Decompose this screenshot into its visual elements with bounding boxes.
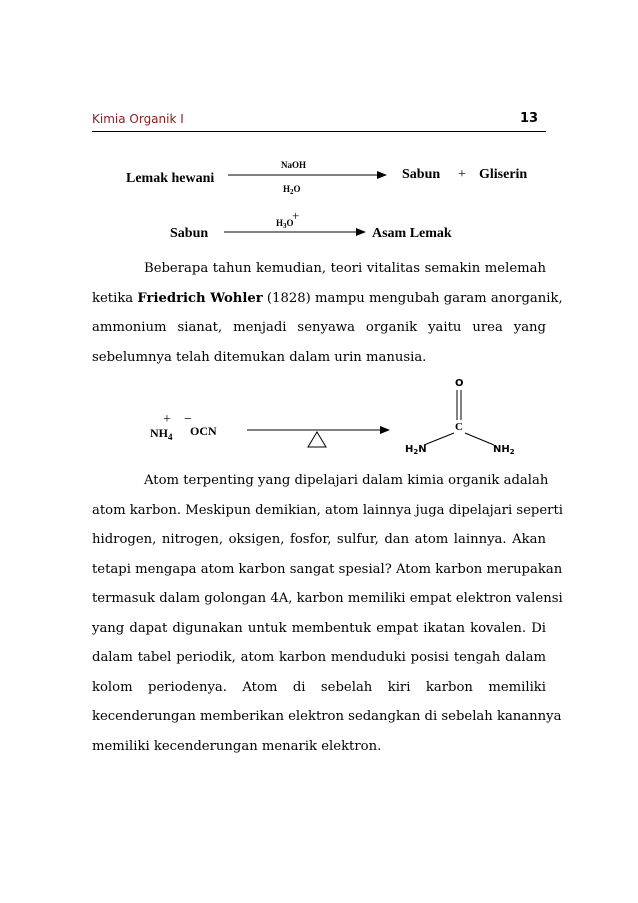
urea-amine-left: $H_2N$ xyxy=(405,444,427,456)
scientist-name: Friedrich Wohler xyxy=(137,290,263,306)
reaction1-product-glycerin: Gliserin xyxy=(479,167,528,182)
urea-carbon: C xyxy=(455,421,463,433)
paragraph2-line-6: yang dapat digunakan untuk membentuk empat ikatan kovalen. Di xyxy=(92,620,546,636)
anion-charge: − xyxy=(184,412,192,427)
urea-amine-right: $NH_2$ xyxy=(493,444,515,456)
paragraph1-line-1: Beberapa tahun kemudian, teori vitalitas semakin melemah xyxy=(144,261,546,276)
reaction1-reactant: Lemak hewani xyxy=(126,171,215,186)
reaction2-product: Asam Lemak xyxy=(372,226,452,241)
paragraph-carbon xyxy=(92,466,563,761)
paragraph2-line-8: kolom periodenya. Atom di sebelah kiri karbon memiliki xyxy=(92,679,546,695)
paragraph2-line-10: memiliki kecenderungan menarik elektron. xyxy=(92,738,382,754)
urea-bond-left xyxy=(424,433,454,445)
urea-bond-right xyxy=(465,433,494,445)
heat-triangle-icon xyxy=(308,432,326,447)
reaction1-plus: + xyxy=(458,167,466,182)
cyanate-anion: OCN xyxy=(190,424,217,438)
urea-oxygen: O xyxy=(455,378,464,389)
paragraph2-line-7: dalam tabel periodik, atom karbon menduduki posisi tengah dalam xyxy=(92,650,546,665)
reaction1-reagent-bottom: $H_2O$ xyxy=(283,184,301,196)
paragraph2-line-2: atom karbon. Meskipun demikian, atom lainnya juga dipelajari seperti xyxy=(92,502,563,518)
reaction2-reactant: Sabun xyxy=(170,226,209,241)
reaction1-product-soap: Sabun xyxy=(402,167,441,182)
page-number: 13 xyxy=(520,111,539,126)
paragraph-vitalism xyxy=(92,254,563,372)
reaction2-reagent: $H_3O$ xyxy=(276,218,294,230)
reaction1-reagent-top: NaOH xyxy=(281,160,307,170)
cation-charge: + xyxy=(163,412,171,427)
paragraph2-line-4: tetapi mengapa atom karbon sangat spesial? Atom karbon merupakan xyxy=(92,561,563,577)
paragraph1-line-3: ammonium sianat, menjadi senyawa organik yaitu urea yang xyxy=(92,320,546,335)
running-header-title: Kimia Organik I xyxy=(92,112,184,126)
reaction2-reagent-charge: + xyxy=(292,208,300,223)
paragraph1-line-2: ketika Friedrich Wohler (1828) mampu mengubah garam anorganik, xyxy=(92,290,563,306)
paragraph2-line-1: Atom terpenting yang dipelajari dalam kimia organik adalah xyxy=(144,473,549,488)
ammonium-cation: $NH_4$ xyxy=(150,426,173,442)
paragraph1-line-4: sebelumnya telah ditemukan dalam urin manusia. xyxy=(92,349,427,365)
paragraph2-line-5: termasuk dalam golongan 4A, karbon memiliki empat elektron valensi xyxy=(92,591,563,606)
paragraph2-line-9: kecenderungan memberikan elektron sedangkan di sebelah kanannya xyxy=(92,709,562,724)
paragraph2-line-3: hidrogen, nitrogen, oksigen, fosfor, sulfur, dan atom lainnya. Akan xyxy=(92,532,546,547)
